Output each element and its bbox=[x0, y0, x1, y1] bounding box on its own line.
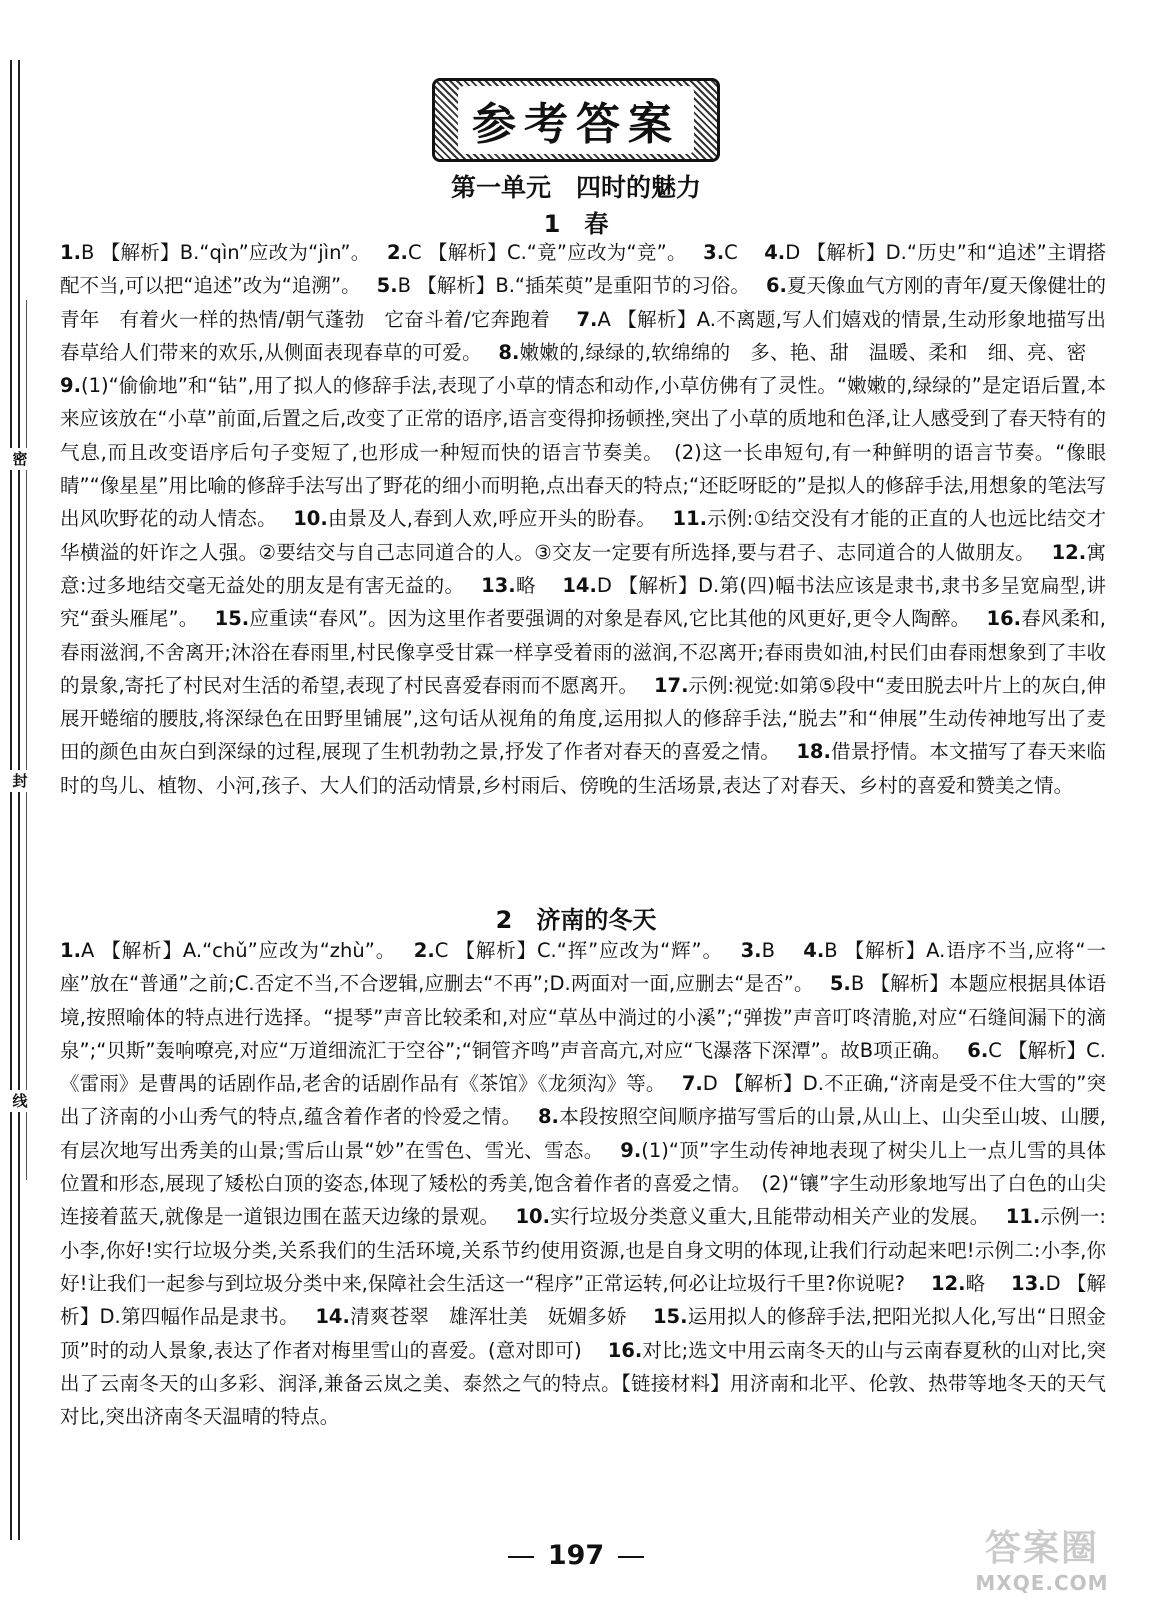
answer-text: D 【解析】D.“历史”和“追述”主谓搭配不当,可以把“追述”改为“追溯”。 bbox=[60, 241, 1107, 298]
answer-item bbox=[377, 274, 741, 297]
answer-item bbox=[60, 939, 386, 962]
answer-text: 春风柔和,春雨滋润,不舍离开;沐浴在春雨里,村民像享受甘霖一样享受着雨的滋润,不忍离开;春雨贵如油,村民们由春雨想象到了丰收的景象,寄托了村民对生活的希望,表现了村民喜爱春雨而不愿离开。 bbox=[60, 607, 1106, 697]
answer-number: 5. bbox=[829, 972, 851, 996]
answer-text: B 【解析】A.语序不当,应将“一座”放在“普通”之前;C.否定不当,不合逻辑,应删去“不再”;D.两面对一面,应删去“是否”。 bbox=[60, 939, 1107, 996]
answer-number: 18. bbox=[796, 740, 831, 764]
answer-text: 寓意:过多地结交毫无益处的朋友是有害无益的。 bbox=[60, 540, 1106, 597]
binding-mark-xian: 线 bbox=[2, 1090, 38, 1112]
binding-margin bbox=[0, 0, 40, 1600]
binding-dashed-line bbox=[26, 300, 27, 1180]
answer-text: 略 bbox=[965, 1271, 986, 1295]
answer-text: B bbox=[761, 939, 775, 962]
answer-number: 7. bbox=[681, 1072, 703, 1096]
watermark bbox=[942, 1520, 1142, 1596]
answer-text: 实行垃圾分类意义重大,且能带动相关产业的发展。 bbox=[550, 1205, 980, 1229]
answer-number: 4. bbox=[803, 939, 825, 962]
answer-number: 1. bbox=[60, 939, 81, 962]
answer-item bbox=[414, 939, 713, 962]
answer-text: B 【解析】本题应根据具体语境,按照喻体的特点进行选择。“提琴”声音比较柔和,对应“草丛中淌过的小溪”;“弹拨”声音叮咚清脆,对应“石缝间漏下的滴泉”;“贝斯”轰响嘹亮,对应“万道细流汇于空谷”;“铜管齐鸣”声音高亢,对应“飞瀑落下深潭”。故B项正确。 bbox=[60, 972, 1106, 1062]
answer-number: 14. bbox=[315, 1305, 350, 1329]
answer-text: (1)“顶”字生动传神地表现了树尖儿上一点儿雪的具体位置和形态,展现了矮松白顶的姿态,体现了矮松的秀美,饱含着作者的喜爱之情。 (2)“镶”字生动形象地写出了白色的山尖连接着蓝天,就像是一道银边围在蓝天边缘的景观。 bbox=[60, 1138, 1107, 1229]
answer-text: C 【解析】C.《雷雨》是曹禺的话剧作品,老舍的话剧作品有《茶馆》《龙须沟》等。 bbox=[60, 1038, 1106, 1096]
answer-text: 运用拟人的修辞手法,把阳光拟人化,写出“日照金顶”时的动人景象,表达了作者对梅里雪山的喜爱。(意对即可) bbox=[60, 1305, 1107, 1362]
answer-item bbox=[515, 1205, 979, 1228]
watermark-url: MXQE.COM bbox=[975, 1571, 1109, 1595]
answer-text: 示例:①结交没有才能的正直的人也远比结交才华横溢的奸诈之人强。②要结交与自己志同道合的人。③交友一定要有所选择,要与君子、志同道合的人做朋友。 bbox=[60, 507, 1106, 564]
answer-number: 14. bbox=[562, 573, 597, 597]
answer-text: B 【解析】B.“插茱萸”是重阳节的习俗。 bbox=[397, 274, 741, 298]
answer-text: 应重读“春风”。因为这里作者要强调的对象是春风,它比其他的风更好,更令人陶醉。 bbox=[249, 607, 961, 631]
answer-text: 夏天像血气方刚的青年/夏天像健壮的青年 有着火一样的热情/朝气蓬勃 它奋斗着/它奔跑着 bbox=[60, 274, 1107, 331]
answer-number: 4. bbox=[764, 241, 786, 264]
answer-item bbox=[387, 241, 677, 264]
answer-number: 11. bbox=[1005, 1205, 1041, 1229]
answer-text: 清爽苍翠 雄浑壮美 妩媚多娇 bbox=[349, 1305, 627, 1329]
answer-number: 3. bbox=[740, 939, 762, 962]
answer-item bbox=[215, 607, 961, 630]
answer-number: 9. bbox=[620, 1138, 642, 1162]
answer-text: A 【解析】A.不离题,写人们嬉戏的情景,生动形象地描写出春草给人们带来的欢乐,从侧面表现春草的可爱。 bbox=[60, 307, 1106, 364]
answer-text: A 【解析】A.“chǔ”应改为“zhù”。 bbox=[80, 939, 387, 962]
page-title: 参考答案 bbox=[458, 86, 694, 154]
answer-item bbox=[315, 1305, 626, 1328]
answer-number: 16. bbox=[986, 607, 1022, 631]
answer-number: 9. bbox=[60, 374, 81, 398]
answer-number: 16. bbox=[607, 1338, 643, 1362]
answer-text: 略 bbox=[515, 573, 536, 597]
answer-text: C bbox=[724, 241, 738, 264]
answer-item bbox=[481, 574, 536, 597]
unit-heading: 第一单元 四时的魅力 bbox=[450, 173, 701, 202]
answer-text: 由景及人,春到人欢,呼应开头的盼春。 bbox=[327, 507, 647, 531]
answer-text: (1)“偷偷地”和“钻”,用了拟人的修辞手法,表现了小草的情态和动作,小草仿佛有了灵性。“嫩嫩的,绿绿的”是定语后置,本来应该放在“小草”前面,后置之后,改变了正常的语序,语言变得抑扬顿挫,突出了小草的质地和色泽,让人感受到了春天特有的气息,而且改变语序后句子变短了,也形成一种短而快的语言节奏美。 (2)这一长串短句,有一种鲜明的语言节奏。“像眼睛”“像星星”用比喻的修辞手法写出了野花的细小而明艳,点出春天的特点;“还眨呀眨的”是拟人的修辞手法,用想象的笔法写出风吹野花的动人情态。 bbox=[60, 374, 1106, 531]
page-number-dash bbox=[508, 1556, 534, 1558]
answer-number: 12. bbox=[930, 1271, 966, 1295]
answer-number: 5. bbox=[376, 274, 398, 298]
answer-number: 1. bbox=[60, 241, 81, 264]
answer-text: 本段按照空间顺序描写雪后的山景,从山上、山尖至山坡、山腰,有层次地写出秀美的山景;雪后山景“妙”在雪色、雪光、雪态。 bbox=[60, 1105, 1106, 1162]
answer-text: C 【解析】C.“挥”应改为“辉”。 bbox=[434, 939, 714, 962]
answer-number: 12. bbox=[1051, 540, 1087, 564]
answer-text: 嫩嫩的,绿绿的,软绵绵的 多、艳、甜 温暖、柔和 细、亮、密 bbox=[519, 340, 1087, 364]
answer-item bbox=[60, 241, 361, 264]
answer-item bbox=[293, 507, 646, 530]
answer-number: 10. bbox=[515, 1205, 551, 1229]
page-number-value: 197 bbox=[547, 1540, 605, 1571]
answer-number: 6. bbox=[765, 274, 787, 298]
answer-number: 2. bbox=[386, 241, 408, 264]
answer-text: 对比;选文中用云南冬天的山与云南春夏秋的山对比,突出了云南冬天的山多彩、润泽,兼备云岚之美、泰然之气的特点。【链接材料】用济南和北平、伦敦、热带等地冬天的天气对比,突出济南冬天温晴的特点。 bbox=[60, 1338, 1106, 1429]
answer-number: 7. bbox=[576, 307, 598, 331]
answer-block bbox=[60, 934, 1106, 1433]
lesson-heading: 1 春 bbox=[543, 210, 609, 238]
answer-block bbox=[60, 236, 1106, 802]
answer-number: 11. bbox=[672, 507, 708, 531]
answer-item bbox=[741, 939, 775, 962]
answer-text: D 【解析】D.第(四)幅书法应该是隶书,隶书多呈宽扁型,讲究“蚕头雁尾”。 bbox=[60, 573, 1106, 631]
answer-number: 8. bbox=[498, 340, 520, 364]
binding-line bbox=[10, 60, 12, 1540]
answer-number: 6. bbox=[967, 1038, 989, 1062]
title-banner bbox=[432, 78, 720, 162]
answer-item bbox=[931, 1272, 985, 1295]
answer-number: 2. bbox=[413, 939, 435, 962]
answer-text: 示例一:小李,你好!实行垃圾分类,关系我们的生活环境,关系节约使用资源,也是自身文明的体现,让我们行动起来吧!示例二:小李,你好!让我们一起参与到垃圾分类中来,保障社会生活这一“程序”正常运转,何必让垃圾行千里?你说呢? bbox=[60, 1205, 1106, 1295]
answer-number: 15. bbox=[214, 607, 250, 631]
answer-number: 10. bbox=[293, 507, 328, 531]
answer-number: 3. bbox=[703, 241, 725, 264]
watermark-logo: 答案圈 bbox=[984, 1528, 1099, 1569]
page-number-dash bbox=[618, 1556, 644, 1558]
answer-text: C 【解析】C.“竟”应改为“竞”。 bbox=[407, 241, 677, 264]
answer-item bbox=[703, 241, 738, 264]
answer-number: 15. bbox=[652, 1305, 688, 1329]
answer-text: D 【解析】D.不正确,“济南是受不住大雪的”突出了济南的小山秀气的特点,蕴含着作者的怜爱之情。 bbox=[60, 1072, 1107, 1129]
answer-number: 13. bbox=[481, 573, 516, 597]
answer-text: 借景抒情。本文描写了春天来临时的鸟儿、植物、小河,孩子、大人们的活动情景,乡村雨后、傍晚的生活场景,表达了对春天、乡村的喜爱和赞美之情。 bbox=[60, 740, 1106, 797]
answer-text: D 【解析】D.第四幅作品是隶书。 bbox=[60, 1271, 1106, 1329]
binding-mark-mi: 密 bbox=[2, 448, 38, 470]
answer-number: 13. bbox=[1011, 1271, 1046, 1295]
answer-number: 8. bbox=[537, 1105, 559, 1129]
answer-number: 17. bbox=[653, 673, 689, 697]
answer-text: 示例:视觉:如第⑤段中“麦田脱去叶片上的灰白,伸展开蜷缩的腰肢,将深绿色在田野里铺展”,这句话从视角的角度,运用拟人的修辞手法,“脱去”和“伸展”生动传神地写出了麦田的颜色由灰白到深绿的过程,展现了生机勃勃之景,抒发了作者对春天的喜爱之情。 bbox=[60, 673, 1106, 764]
answer-item bbox=[498, 341, 1086, 364]
lesson-heading: 2 济南的冬天 bbox=[495, 906, 657, 934]
binding-mark-feng: 封 bbox=[2, 770, 38, 792]
binding-line bbox=[18, 60, 20, 1540]
answer-text: B 【解析】B.“qìn”应改为“jìn”。 bbox=[80, 241, 361, 264]
